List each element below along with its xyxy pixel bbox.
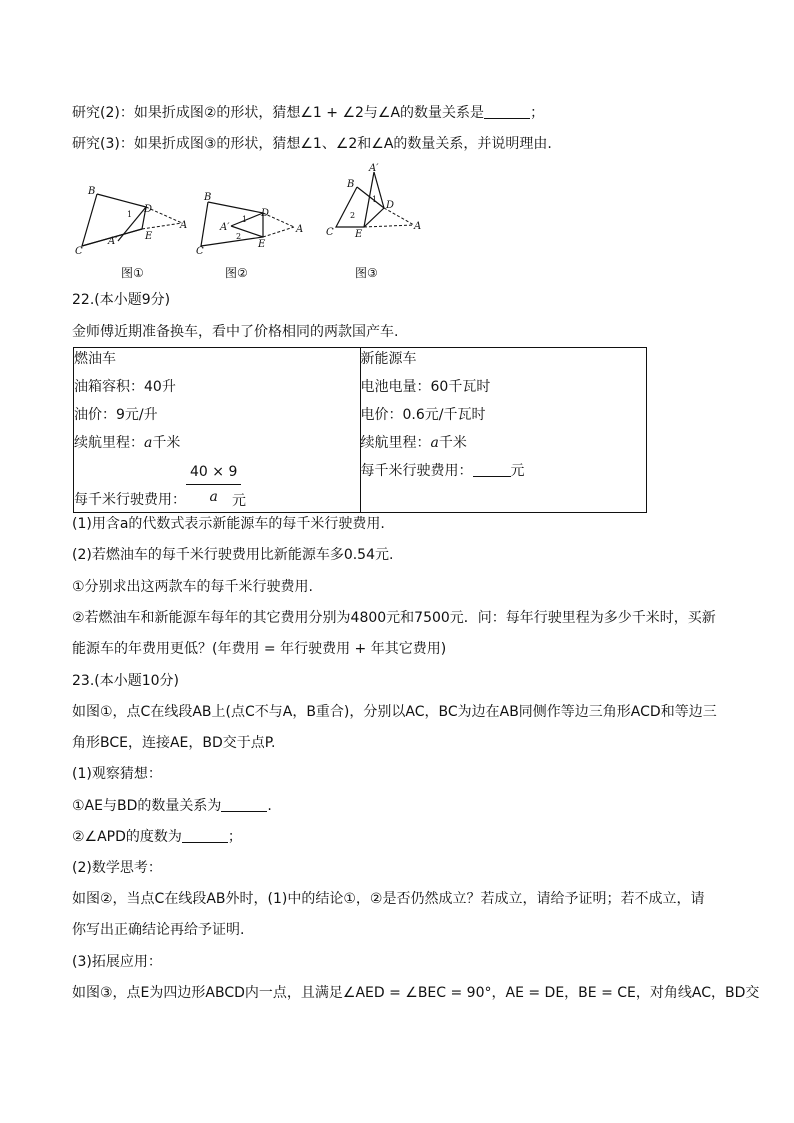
q23-s1a-text: ①AE与BD的数量关系为 [72, 798, 222, 814]
q23-section3: (3)拓展应用： [72, 954, 162, 970]
q23-intro-1: 如图①，点C在线段AB上(点C不与A，B重合)，分别以AC，BC为边在AB同侧作等边三角形ACD和等边三 [72, 704, 717, 720]
q23-s1b-text: ②∠APD的度数为 [72, 829, 182, 845]
fig3-label-A: A [414, 221, 422, 232]
ev-car-cost [361, 460, 647, 488]
q23-s1b-end: ； [227, 829, 242, 845]
ev-car-capacity: 电池电量：60千瓦时 [360, 379, 491, 395]
fuel-cost-prefix: 每千米行驶费用： [74, 492, 186, 508]
research-2-line [72, 103, 544, 123]
ev-range-prefix: 续航里程： [360, 435, 431, 451]
ev-range-suffix: 千米 [438, 435, 467, 451]
fuel-car-range [74, 432, 360, 460]
fuel-range-prefix: 续航里程： [74, 435, 144, 451]
q22-header: 22.(本小题9分) [72, 292, 171, 308]
answer-blank [221, 797, 267, 812]
q23-s3-text: 如图③，点E为四边形ABCD内一点，且满足∠AED = ∠BEC = 90°，AE = DE，BE = CE，对角线AC，BD交 [72, 985, 760, 1001]
fig3-label-B: B [347, 179, 355, 190]
fig1-label-E: E [145, 231, 153, 242]
fig2-label-D: D [261, 208, 270, 219]
fig2-label-E: E [258, 239, 266, 250]
fig3-label-E: E [355, 229, 363, 240]
fig1-label-B: B [88, 186, 96, 197]
figure-2-caption: 图② [225, 266, 248, 280]
fuel-car-title: 燃油车 [74, 351, 116, 367]
figure-3-caption: 图③ [355, 266, 378, 280]
figure-2 [196, 190, 316, 255]
fig1-label-D: D [144, 204, 153, 215]
q23-s2-text-1: 如图②，当点C在线段AB外时，(1)中的结论①，②是否仍然成立？若成立，请给予证明；若不成立，请 [72, 891, 705, 907]
fig1-label-A: A [180, 220, 188, 231]
ev-cost-suffix: 元 [510, 463, 525, 479]
ev-car-range [361, 432, 647, 460]
fuel-cost-numerator: 40 × 9 [186, 462, 241, 485]
figure-1 [70, 182, 200, 257]
q23-header: 23.(本小题10分) [72, 673, 180, 689]
ev-car-cell [360, 348, 647, 513]
q22-part2a: ①分别求出这两款车的每千米行驶费用. [72, 579, 313, 595]
fuel-range-var: a [144, 435, 153, 451]
fuel-car-cost [74, 460, 360, 512]
q23-s2-text-2: 你写出正确结论再给予证明. [72, 922, 245, 938]
fuel-cost-suffix: 元 [232, 493, 246, 509]
fig2-label-A: A [296, 224, 304, 235]
answer-blank [473, 462, 511, 477]
fuel-range-suffix: 千米 [152, 435, 181, 451]
fig3-label-1: 1 [372, 195, 378, 204]
ev-range-var: a [430, 435, 439, 451]
fig1-label-C: C [75, 246, 83, 257]
q22-part2b-2: 能源车的年费用更低？(年费用 = 年行驶费用 + 年其它费用) [72, 641, 447, 657]
q22-intro: 金师傅近期准备换车，看中了价格相同的两款国产车. [72, 324, 399, 340]
q23-section1: (1)观察猜想： [72, 766, 162, 782]
q22-part2: (2)若燃油车的每千米行驶费用比新能源车多0.54元. [72, 547, 394, 563]
fig2-label-B: B [204, 192, 212, 203]
answer-blank [484, 104, 530, 119]
q22-part2b-1: ②若燃油车和新能源车每年的其它费用分别为4800元和7500元．问：每年行驶里程为多少千米时，买新 [72, 610, 716, 626]
fig3-label-Aprime: A′ [369, 163, 379, 174]
fuel-car-price: 油价：9元/升 [74, 407, 158, 423]
q23-intro-2: 角形BCE，连接AE，BD交于点P. [72, 735, 276, 751]
q22-part1: (1)用含a的代数式表示新能源车的每千米行驶费用. [72, 516, 385, 532]
car-comparison-table [73, 347, 647, 513]
q23-s1a-end: . [267, 798, 272, 814]
fig2-label-2: 2 [236, 232, 242, 241]
fig1-label-1: 1 [127, 210, 133, 219]
q23-section2: (2)数学思考： [72, 860, 162, 876]
ev-car-title: 新能源车 [360, 351, 417, 367]
figure-1-caption: 图① [121, 266, 144, 280]
q23-s1b [72, 827, 242, 847]
fig2-label-Aprime: A′ [220, 222, 230, 233]
q23-s1a [72, 796, 272, 816]
fig2-label-C: C [196, 246, 204, 255]
fig3-label-C: C [326, 227, 334, 238]
research-2-text: 研究(2)：如果折成图②的形状，猜想∠1 + ∠2与∠A的数量关系是 [72, 105, 485, 121]
fig3-label-2: 2 [350, 211, 356, 220]
fig3-label-D: D [386, 200, 395, 211]
fuel-car-cell [74, 348, 361, 513]
fuel-cost-denominator: a [209, 489, 218, 505]
fuel-car-capacity: 油箱容积：40升 [74, 379, 176, 395]
fig2-label-1: 1 [242, 215, 248, 224]
research-2-end: ； [530, 105, 545, 121]
fig1-label-Aprime: A′ [108, 236, 118, 247]
ev-cost-prefix: 每千米行驶费用： [360, 463, 473, 479]
answer-blank [182, 828, 228, 843]
ev-car-price: 电价：0.6元/千瓦时 [360, 407, 486, 423]
figure-3 [322, 160, 432, 245]
research-3-line: 研究(3)：如果折成图③的形状，猜想∠1、∠2和∠A的数量关系，并说明理由. [72, 136, 552, 152]
